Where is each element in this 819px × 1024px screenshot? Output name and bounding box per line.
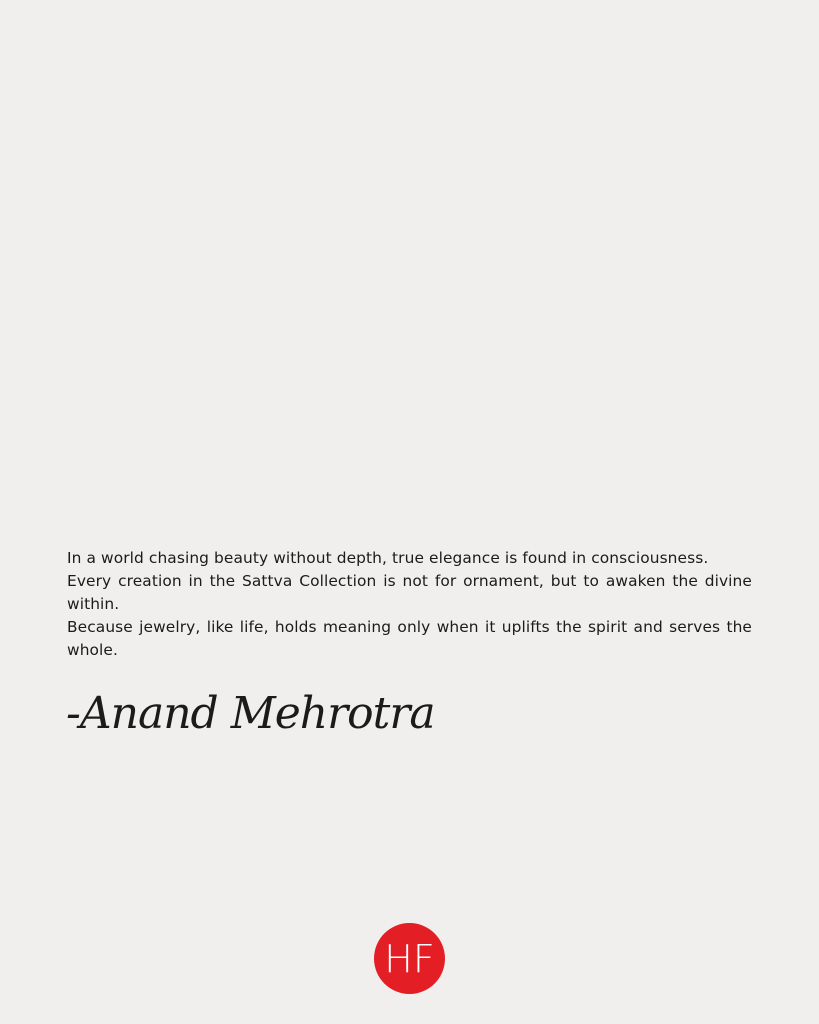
quote-line-2: Every creation in the Sattva Collection is not for ornament, but to awaken the divine within. [67,572,752,613]
hf-logo [374,923,445,994]
logo-text: HF [384,937,435,981]
signature [64,670,435,760]
quote-block [67,547,752,662]
quote-line-3: Because jewelry, like life, holds meaning only when it uplifts the spirit and serves the whole. [67,618,752,659]
quote-line-1: In a world chasing beauty without depth, true elegance is found in consciousness. [67,549,709,567]
signature-text: -Anand Mehrotra [66,688,435,739]
